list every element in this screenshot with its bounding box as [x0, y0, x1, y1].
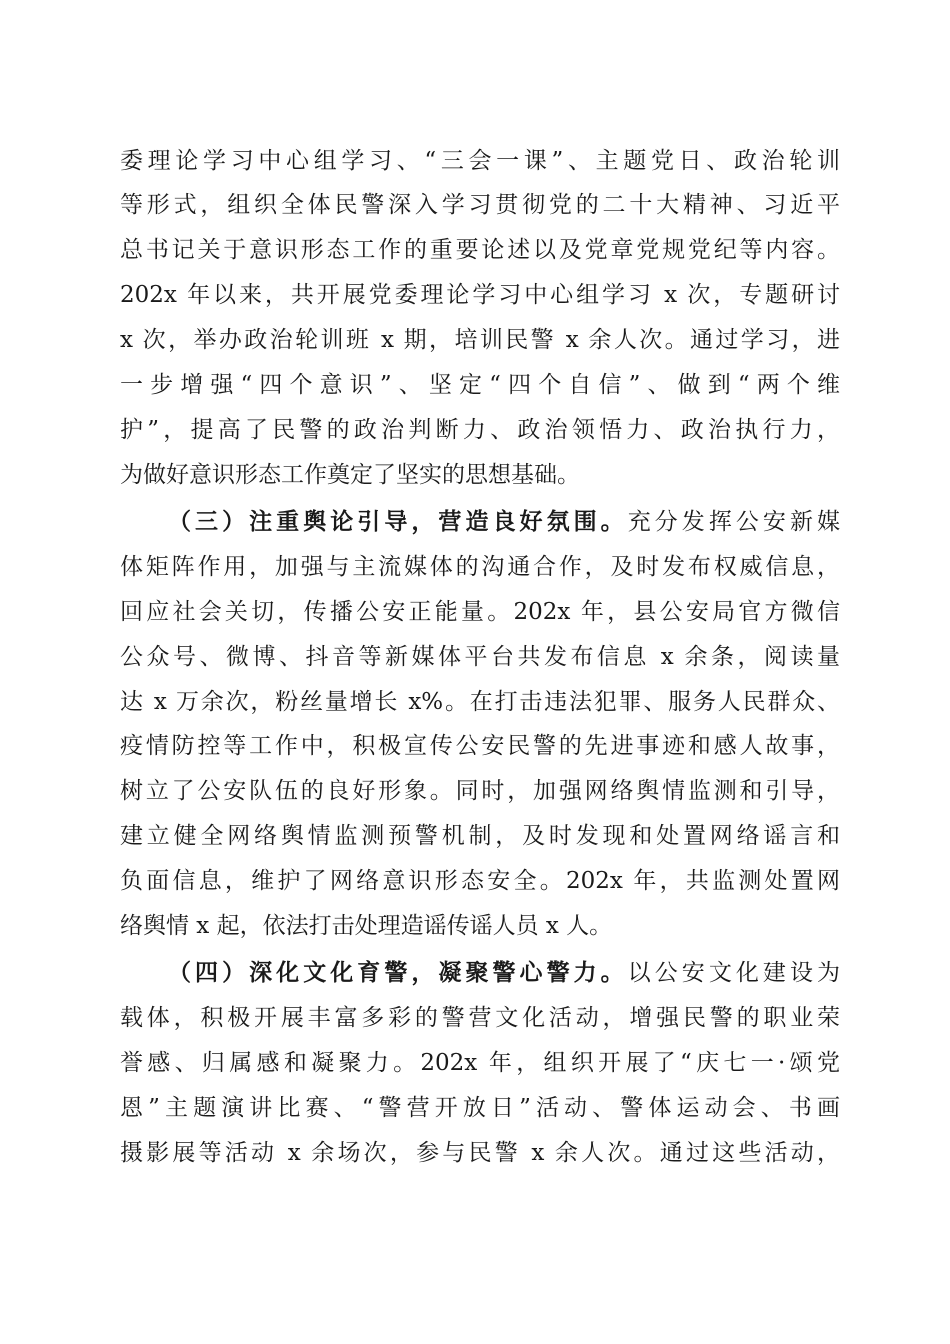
text-line: 体矩阵作用，加强与主流媒体的沟通合作，及时发布权威信息， — [120, 554, 840, 580]
text-span: 以公安文化建设为 — [627, 960, 841, 986]
text-line: 总书记关于意识形态工作的重要论述以及党章党规党纪等内容。 — [120, 237, 840, 263]
text-line: 摄影展等活动 x 余场次，参与民警 x 余人次。通过这些活动， — [120, 1140, 840, 1166]
text-line: 树立了公安队伍的良好形象。同时，加强网络舆情监测和引导， — [120, 778, 840, 804]
text-line: 回应社会关切，传播公安正能量。202x 年，县公安局官方微信 — [120, 599, 840, 625]
section-heading: （四）深化文化育警，凝聚警心警力。 — [168, 959, 628, 986]
text-line: 公众号、微博、抖音等新媒体平台共发布信息 x 余条，阅读量 — [120, 644, 840, 670]
paragraph-first-line — [168, 507, 840, 537]
paragraph-first-line — [168, 958, 840, 988]
text-line: 达 x 万余次，粉丝量增长 x%。在打击违法犯罪、服务人民群众、 — [120, 689, 840, 715]
text-line: 负面信息，维护了网络意识形态安全。202x 年，共监测处置网 — [120, 868, 840, 894]
text-span: 充分发挥公安新媒 — [627, 509, 841, 535]
text-line: 护”，提高了民警的政治判断力、政治领悟力、政治执行力， — [120, 417, 840, 443]
text-line: 疫情防控等工作中，积极宣传公安民警的先进事迹和感人故事， — [120, 733, 840, 759]
text-line: 恩”主题演讲比赛、“警营开放日”活动、警体运动会、书画 — [120, 1095, 840, 1121]
text-line: x 次，举办政治轮训班 x 期，培训民警 x 余人次。通过学习，进 — [120, 327, 840, 353]
text-line: 202x 年以来，共开展党委理论学习中心组学习 x 次，专题研讨 — [120, 282, 840, 308]
text-line: 载体，积极开展丰富多彩的警营文化活动，增强民警的职业荣 — [120, 1005, 840, 1031]
text-line: 等形式，组织全体民警深入学习贯彻党的二十大精神、习近平 — [120, 192, 840, 218]
text-line: 一步增强“四个意识”、坚定“四个自信”、做到“两个维 — [120, 372, 840, 398]
text-line: 络舆情 x 起，依法打击处理造谣传谣人员 x 人。 — [120, 913, 613, 939]
section-heading: （三）注重舆论引导，营造良好氛围。 — [168, 508, 628, 535]
text-line: 为做好意识形态工作奠定了坚实的思想基础。 — [120, 462, 580, 488]
text-line: 建立健全网络舆情监测预警机制，及时发现和处置网络谣言和 — [120, 823, 840, 849]
text-line: 誉感、归属感和凝聚力。202x 年，组织开展了“庆七一·颂党 — [120, 1050, 840, 1076]
text-line: 委理论学习中心组学习、“三会一课”、主题党日、政治轮训 — [120, 148, 840, 174]
